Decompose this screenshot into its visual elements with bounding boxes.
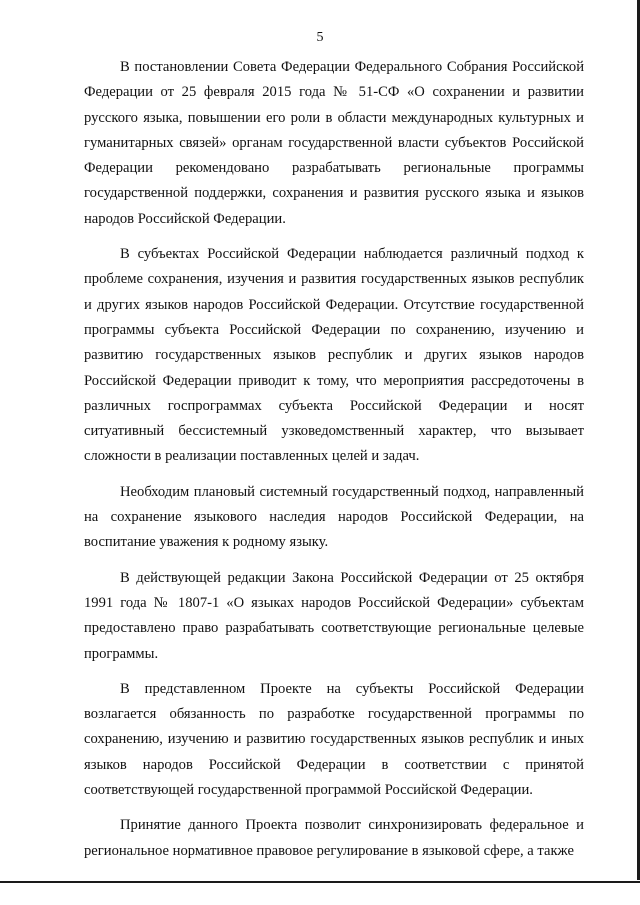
paragraph-systemic-approach: Необходим плановый системный государственный подход, направленный на сохранение языкового наследия народов Российской Федерации, на воспитание уважения к родному языку. <box>84 483 584 551</box>
paragraph-synchronization: Принятие данного Проекта позволит синхронизировать федеральное и региональное нормативное правовое регулирование в языковой сфере, а также <box>84 817 584 859</box>
document-body <box>84 55 584 864</box>
paragraph-current-law: В действующей редакции Закона Российской Федерации от 25 октября 1991 года № 1807-1 «О языках народов Российской Федерации» субъектам предоставлено право разрабатывать соответствующие региональные целевые программы. <box>84 569 584 662</box>
scan-edge-bottom <box>0 881 640 905</box>
page-number: 5 <box>316 30 324 45</box>
paragraph-draft-obligations: В представленном Проекте на субъекты Российской Федерации возлагается обязанность по разработке государственной программы по сохранению, изучению и развитию государственных языков республик и иных языков народов Российской Федерации в соответствии с принятой соответствующей государственной программой Российской Федерации. <box>84 680 584 799</box>
paragraph-regional-approaches: В субъектах Российской Федерации наблюдается различный подход к проблеме сохранения, изучения и развития государственных языков республик и других языков народов Российской Федерации. Отсутствие государственной программы субъекта Российской Федерации по сохранению, изучению и развитию государственных языков республик и других языков народов Российской Федерации приводит к тому, что мероприятия рассредоточены в различных госпрограммах субъекта Российской Федерации и носят ситуативный бессистемный узковедомственный характер, что вызывает сложности в реализации поставленных целей и задач. <box>84 246 584 465</box>
paragraph-federation-council-resolution: В постановлении Совета Федерации Федерального Собрания Российской Федерации от 25 февраля 2015 года № 51-СФ «О сохранении и развитии русского языка, повышении его роли в области международных культурных и гуманитарных связей» органам государственной власти субъектов Российской Федерации рекомендовано разрабатывать региональные программы государственной поддержки, сохранения и развития русского языка и языков народов Российской Федерации. <box>84 59 584 227</box>
